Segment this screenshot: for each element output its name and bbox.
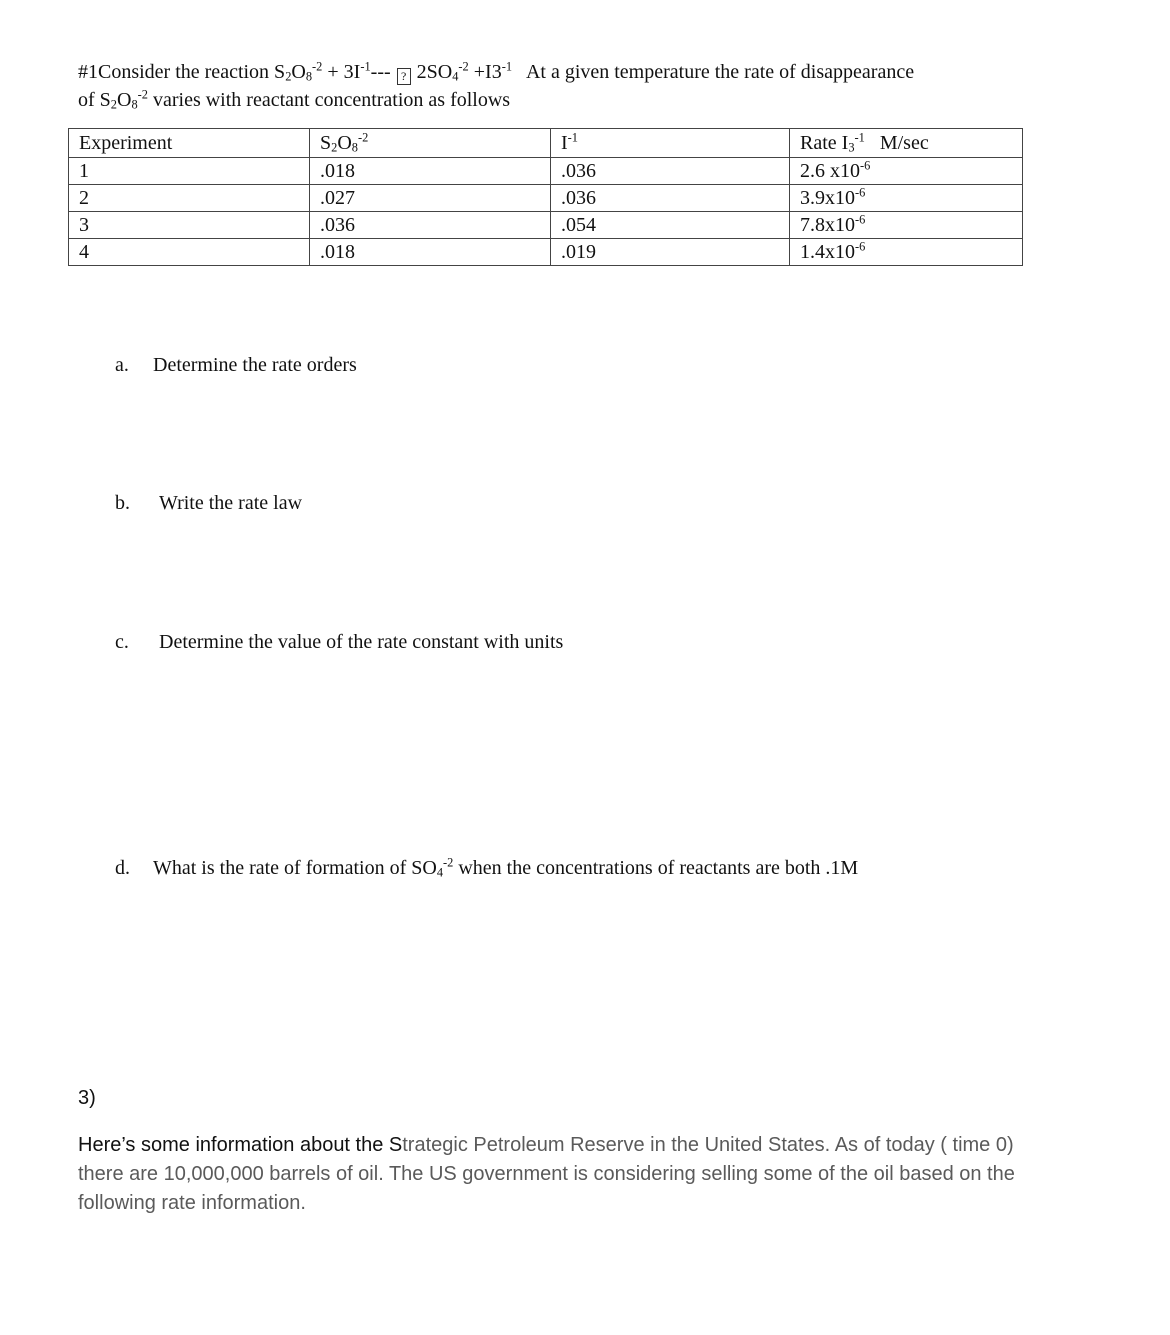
- section-3-text: trategic Petroleum Reserve in the United States. As of today ( time 0) there are 10,000,000 barrels of oil. The US government is considering selling some of the oil based on the following rate information.: [78, 1134, 1015, 1214]
- intro-line-1: #1Consider the reaction $S_2O_8^{-2} + 3I^{-1}---$ ? $2SO_4^{-2} +I3^{-1}$ At a given temperature the rate of disappearance: [78, 59, 915, 84]
- cell-iodide: .036: [551, 185, 790, 212]
- arrow-dashes: ---: [370, 61, 391, 83]
- question-b-text: Write the rate law: [159, 492, 303, 514]
- question-b-label: b.: [115, 492, 130, 514]
- cell-iodide: .019: [551, 239, 790, 266]
- question-b: [115, 492, 302, 515]
- question-d-suffix: when the concentrations of reactants are both .1M: [458, 857, 859, 879]
- rate-data-table: [68, 128, 1023, 266]
- cell-rate: 2.6 $x10^{-6}$: [790, 158, 1023, 185]
- section-3-paragraph: [78, 1131, 1038, 1218]
- header-iodide: $I^{-1}$: [551, 129, 790, 158]
- question-d: d. What is the rate of formation of $SO_4^{-2}$ when the concentrations of reactants are both .1M: [115, 855, 859, 880]
- rate-unit: M/sec: [879, 132, 929, 154]
- question-a-label: a.: [115, 354, 129, 376]
- cell-s2o8: .027: [310, 185, 551, 212]
- intro-text: #1Consider the reaction S: [78, 61, 286, 83]
- table-row: [69, 185, 1023, 212]
- products-text: 2SO: [416, 61, 453, 83]
- cell-rate: $1.4x10^{-6}$: [790, 239, 1023, 266]
- question-c-text: Determine the value of the rate constant with units: [159, 631, 564, 653]
- cell-exp: 3: [69, 212, 310, 239]
- cell-rate: $3.9x10^{-6}$: [790, 185, 1023, 212]
- header-s2o8: $S_2O_8^{-2}$: [310, 129, 551, 158]
- header-experiment: Experiment: [69, 129, 310, 158]
- question-d-text: What is the rate of formation of SO: [153, 857, 437, 879]
- question-d-label: d.: [115, 857, 130, 879]
- cell-rate: $7.8x10^{-6}$: [790, 212, 1023, 239]
- table-row: [69, 239, 1023, 266]
- intro-eq: + 3I: [327, 61, 361, 83]
- intro-line2-suffix: varies with reactant concentration as follows: [152, 89, 511, 111]
- cell-iodide: .036: [551, 158, 790, 185]
- problem-intro: [78, 58, 1098, 114]
- question-a-text: Determine the rate orders: [153, 354, 357, 376]
- intro-suffix: At a given temperature the rate of disappearance: [525, 61, 915, 83]
- section-3-number: 3): [78, 1087, 96, 1109]
- intro-line2-prefix: of S: [78, 89, 111, 111]
- cell-exp: 1: [69, 158, 310, 185]
- section-3-dark-text: Here’s some information about the S: [78, 1134, 403, 1156]
- cell-s2o8: .036: [310, 212, 551, 239]
- cell-s2o8: .018: [310, 158, 551, 185]
- cell-iodide: .054: [551, 212, 790, 239]
- question-a: [115, 354, 357, 377]
- question-c: [115, 631, 563, 654]
- table-header-row: [69, 129, 1023, 158]
- question-c-label: c.: [115, 631, 129, 653]
- missing-glyph-icon: ?: [397, 68, 411, 85]
- cell-exp: 4: [69, 239, 310, 266]
- header-rate: Rate $I_3^{-1}$ M/sec: [790, 129, 1023, 158]
- intro-line-2: of $S_2O_8^{-2}$ varies with reactant concentration as follows: [78, 87, 511, 112]
- i3-text: +I3: [473, 61, 502, 83]
- cell-s2o8: .018: [310, 239, 551, 266]
- table-row: [69, 158, 1023, 185]
- table-row: [69, 212, 1023, 239]
- cell-exp: 2: [69, 185, 310, 212]
